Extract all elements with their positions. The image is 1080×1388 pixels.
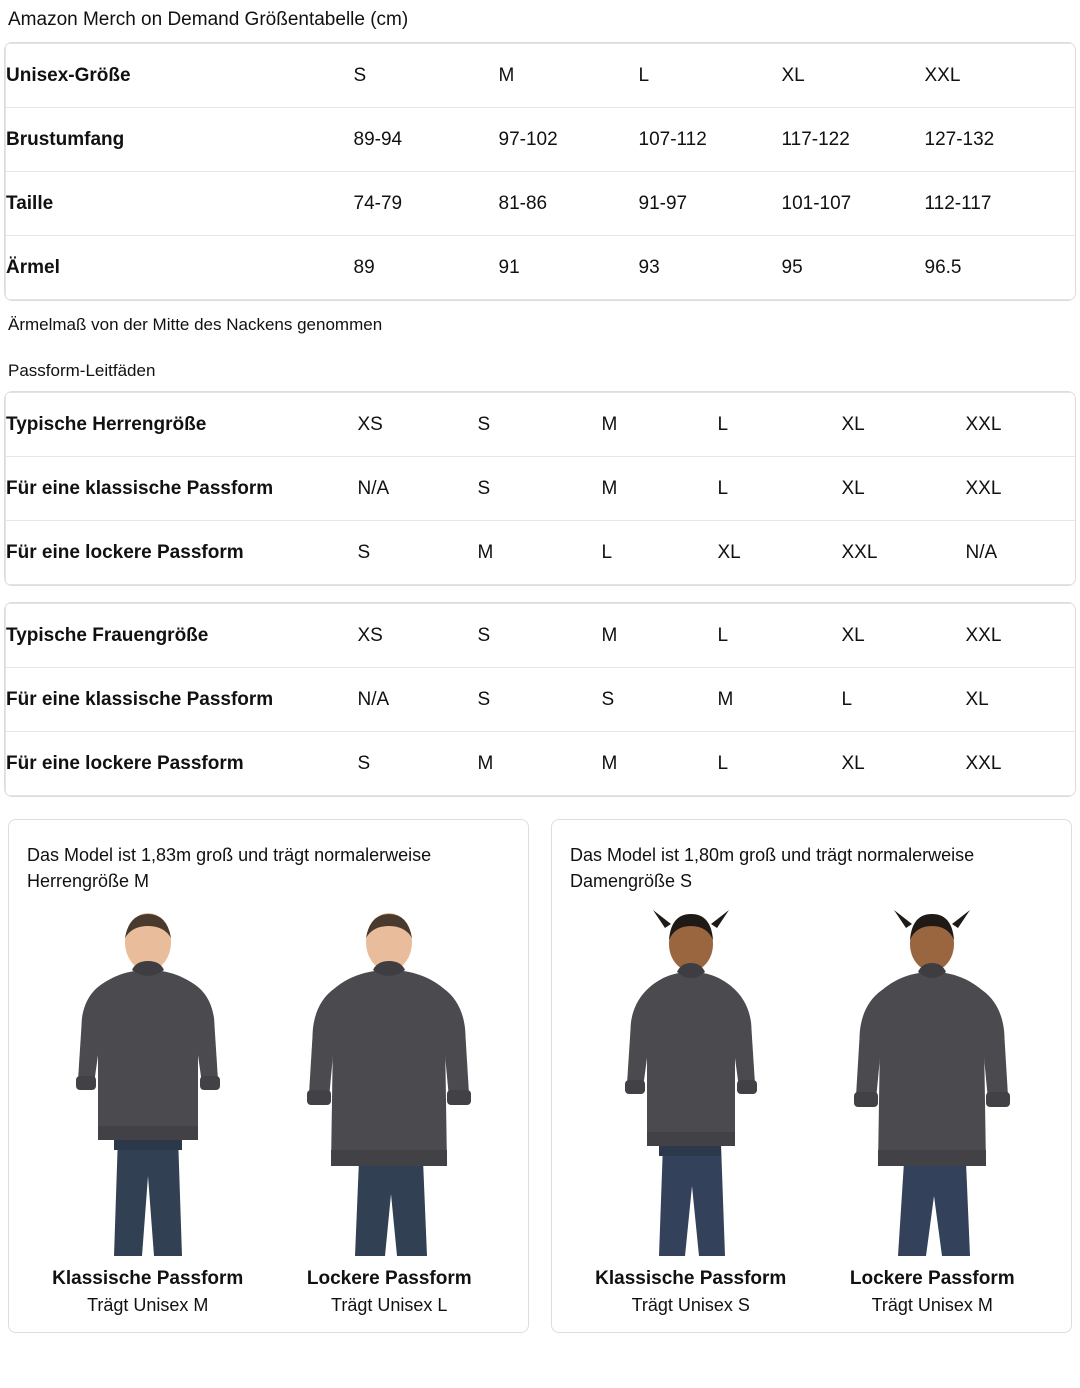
cell: XL [842,604,966,668]
cell: XL [966,668,1077,732]
male-relaxed-label [269,1266,511,1318]
row-label: Für eine lockere Passform [6,752,244,774]
female-relaxed-fit-svg [816,908,1048,1256]
cell: M [718,668,842,732]
cell: 101-107 [782,172,925,236]
cell: N/A [358,668,478,732]
cell: XL [842,457,966,521]
cell: 112-117 [925,172,1077,236]
cell: 91-97 [639,172,782,236]
size-table [5,43,1076,300]
table-row [6,44,1077,108]
male-figure-labels [27,1266,510,1318]
cell: S [602,668,718,732]
female-model-card [551,819,1072,1333]
mens-fit-table-container [4,391,1076,586]
row-label: Für eine lockere Passform [6,541,244,563]
cell: 127-132 [925,108,1077,172]
row-label: Ärmel [6,256,60,278]
male-model-caption: Das Model ist 1,83m groß und trägt normalerweise Herrengröße M [27,845,432,891]
cell: L [717,752,729,774]
row-label: Unisex-Größe [6,44,354,108]
cell: XL [717,541,741,563]
cell: L [718,457,842,521]
cell: S [478,457,602,521]
female-classic-label [570,1266,812,1318]
table-row [6,393,1077,457]
fit-name: Klassische Passform [595,1268,787,1289]
cell: XXL [966,393,1077,457]
female-model-figures [570,906,1053,1256]
cell: L [842,668,966,732]
cell: 97-102 [499,108,639,172]
cell: M [477,541,494,563]
fit-wears: Trägt Unisex M [871,1295,993,1315]
cell: M [499,44,639,108]
cell: N/A [965,541,998,563]
cell: L [601,541,613,563]
fit-wears: Trägt Unisex L [331,1295,448,1315]
cell: 95 [781,256,803,278]
model-cards-row [4,819,1076,1333]
page-title: Amazon Merch on Demand Größentabelle (cm) [8,9,409,30]
cell: 117-122 [782,108,925,172]
table-spacer [4,586,1076,602]
womens-fit-table-container [4,602,1076,797]
womens-fit-table [5,603,1076,796]
fit-guides-label: Passform-Leitfäden [8,361,156,380]
cell: 81-86 [499,172,639,236]
row-label: Für eine klassische Passform [6,457,358,521]
fit-wears: Trägt Unisex M [87,1295,209,1315]
cell: 89-94 [354,108,499,172]
cell: M [602,457,718,521]
female-classic-fit-illustration [575,908,807,1256]
cell: S [354,44,499,108]
male-classic-fit-svg [32,908,264,1256]
cell: S [478,668,602,732]
mens-fit-table [5,392,1076,585]
cell: L [639,44,782,108]
table-row [6,457,1077,521]
cell: 107-112 [639,108,782,172]
table-row [6,732,1077,796]
table-row [6,236,1077,300]
cell: XS [358,393,478,457]
row-label: Für eine klassische Passform [6,668,358,732]
cell: 74-79 [354,172,499,236]
cell: 89 [353,256,375,278]
cell: XXL [966,604,1077,668]
cell: XXL [966,457,1077,521]
cell: XXL [965,752,1002,774]
cell: L [718,393,842,457]
table-row [6,604,1077,668]
row-label: Brustumfang [6,108,354,172]
male-classic-fit-illustration [32,908,264,1256]
cell: N/A [358,457,478,521]
fit-wears: Trägt Unisex S [631,1295,750,1315]
cell: L [718,604,842,668]
cell: M [602,604,718,668]
row-label: Typische Herrengröße [6,393,358,457]
table-row [6,521,1077,585]
female-relaxed-fit-illustration [816,908,1048,1256]
cell: M [601,752,618,774]
cell: XL [782,44,925,108]
cell: XXL [841,541,878,563]
cell: XL [842,393,966,457]
cell: S [478,604,602,668]
fit-name: Lockere Passform [849,1268,1015,1289]
size-table-container [4,42,1076,301]
table-row [6,108,1077,172]
male-relaxed-fit-illustration [273,908,505,1256]
male-model-figures [27,906,510,1256]
table-row [6,668,1077,732]
male-model-card [8,819,529,1333]
cell: 93 [638,256,660,278]
row-label: Taille [6,172,354,236]
female-relaxed-label [812,1266,1054,1318]
cell: M [602,393,718,457]
fit-name: Lockere Passform [306,1268,472,1289]
cell: XXL [925,44,1077,108]
row-label: Typische Frauengröße [6,604,358,668]
cell: M [477,752,494,774]
sleeve-note: Ärmelmaß von der Mitte des Nackens genommen [8,315,383,334]
female-classic-fit-svg [575,908,807,1256]
cell: S [357,752,371,774]
cell: S [357,541,371,563]
cell: 91 [498,256,520,278]
cell: S [478,393,602,457]
male-relaxed-fit-svg [273,908,505,1256]
female-figure-labels [570,1266,1053,1318]
male-classic-label [27,1266,269,1318]
table-row [6,172,1077,236]
cell: 96.5 [924,256,962,278]
fit-name: Klassische Passform [52,1268,244,1289]
cell: XS [358,604,478,668]
female-model-caption: Das Model ist 1,80m groß und trägt normalerweise Damengröße S [570,845,975,891]
cell: XL [841,752,865,774]
